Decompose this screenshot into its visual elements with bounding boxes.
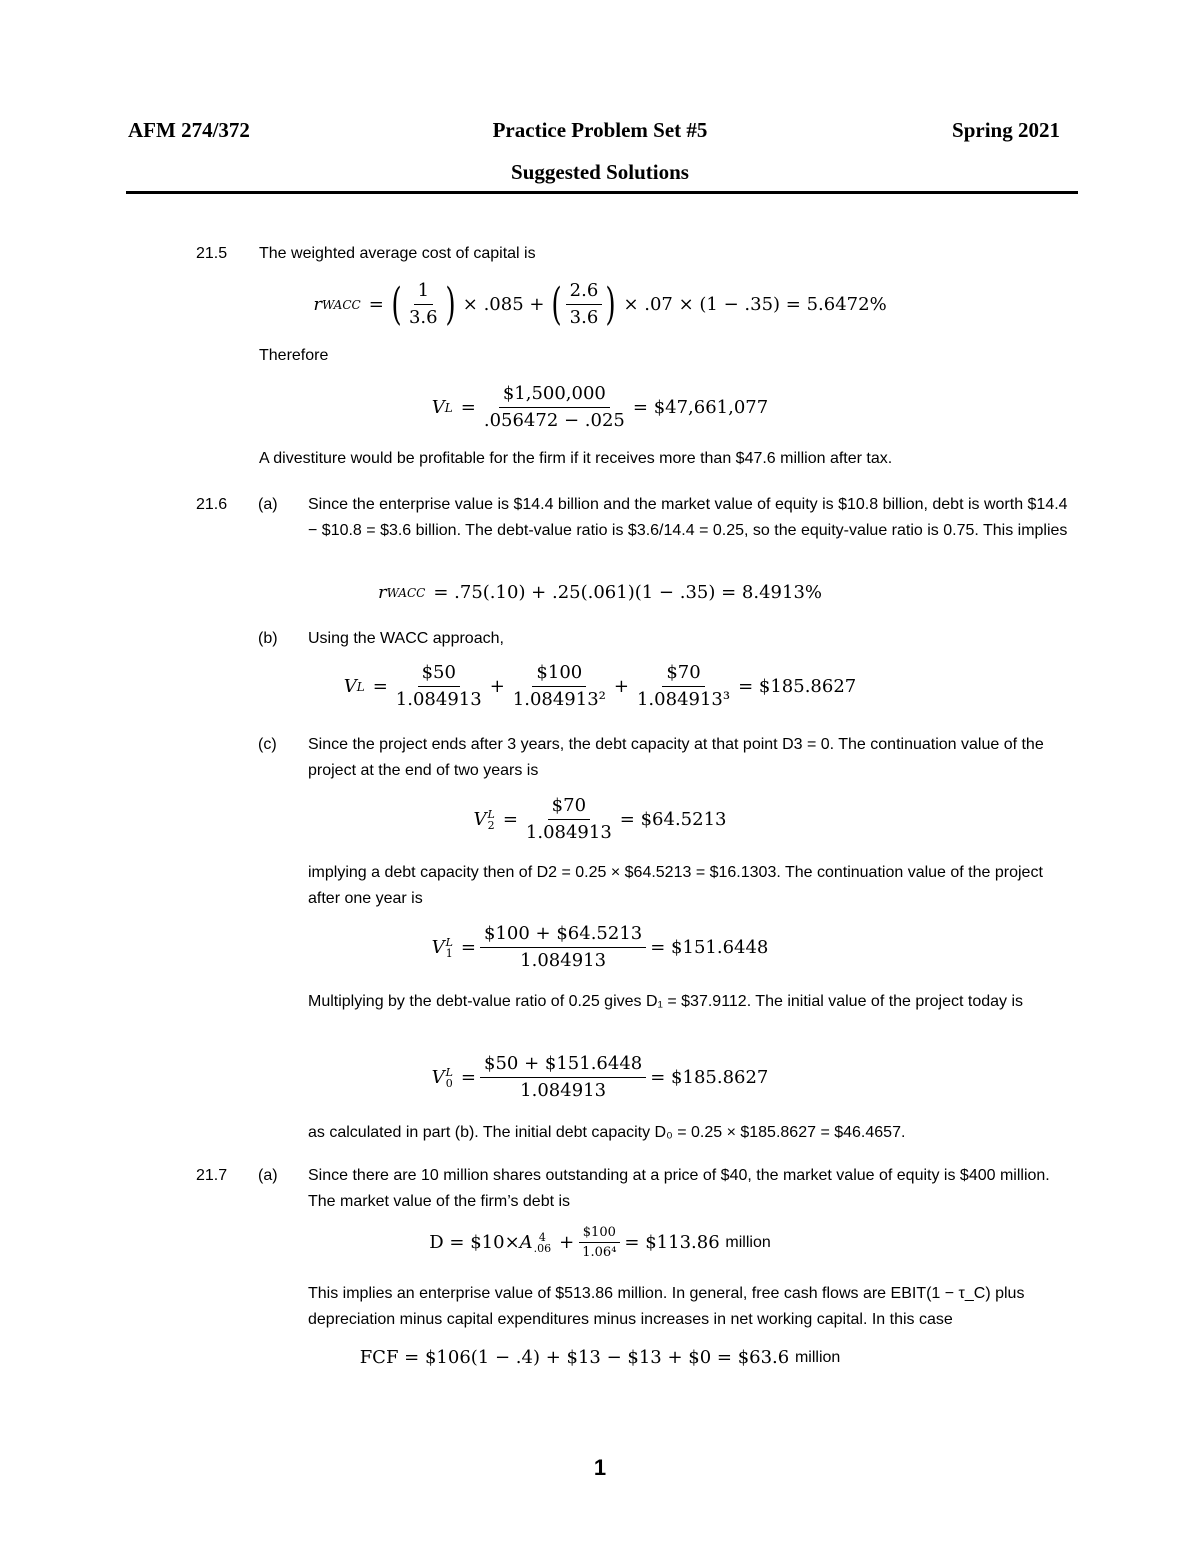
header-rule [126, 191, 1078, 194]
problem-21-6a-text: Since the enterprise value is $14.4 billion and the market value of equity is $10.8 billion, debt is worth $14.4 − $10.8 = $3.6 billion. The debt-value ratio is $3.6/14.4 = 0.25, so the equity-value ratio is 0.75. This implies [308, 496, 1068, 539]
part-b-label: (b) [258, 630, 278, 647]
part-a-label-21-7: (a) [258, 1167, 278, 1184]
equation-fcf-21-7a: FCF = $106(1 − .4) + $13 − $13 + $0 = $63.6 million [359, 1347, 841, 1368]
problem-21-5-intro: The weighted average cost of capital is [259, 245, 536, 262]
therefore-text: Therefore [259, 347, 329, 364]
document-title: Practice Problem Set #5 [492, 118, 708, 142]
equation-v2-21-6c: V L 2 = $\frac{\$70}{1.084913}$ = $64.5213 [473, 795, 727, 843]
equation-value-21-5: V L = $\frac{\$1,500,000}{.056472 - .025}$ = $47,661,077 [431, 383, 769, 431]
term: Spring 2021 [952, 118, 1060, 142]
problem-number-21-5: 21.5 [196, 245, 228, 262]
problem-21-6c-text-3: Multiplying by the debt-value ratio of 0.25 gives D₁ = $37.9112. The initial value of the project today is [308, 993, 1024, 1010]
equation-v1-21-6c: V L 1 = $\frac{\$100 + \$64.5213}{1.084913}$ = $151.6448 [431, 923, 769, 971]
course-code: AFM 274/372 [128, 118, 250, 142]
problem-number-21-6: 21.6 [196, 496, 228, 513]
problem-21-7a-text-2: This implies an enterprise value of $513.86 million. In general, free cash flows are EBIT(1 − τ_C) plus depreciation minus capital expenditures minus increases in net working capital. In this case [308, 1285, 1025, 1328]
part-a-label: (a) [258, 496, 278, 513]
equation-debt-21-7a: D = $10× A 4 .06 + $\frac{\$100}{\text{1.06⁴}}$ = $113.86 million [429, 1225, 771, 1260]
equation-wacc-21-5: r WACC = ( $\frac{1}{3.6}$ ) × .085 + ( $\frac{2.6}{3.6}$ ) × .07 × (1 − .35) = 5.6472% [313, 278, 887, 330]
problem-21-6c-text-4: as calculated in part (b). The initial debt capacity D₀ = 0.25 × $185.8627 = $46.4657. [308, 1124, 906, 1141]
equation-v0-21-6c: V L 0 = $\frac{\$50 + \$151.6448}{1.084913}$ = $185.8627 [431, 1053, 769, 1101]
page-number: 1 [593, 1455, 607, 1480]
problem-21-6c-text-1: Since the project ends after 3 years, the debt capacity at that point D3 = 0. The continuation value of the project at the end of two years is [308, 736, 1044, 779]
part-c-label: (c) [258, 736, 277, 753]
equation-value-21-6b: V L = $\frac{\$50}{1.084913}$ + $\frac{\$100}{\text{1.084913²}}$ + $\frac{\$70}{\text{1.084913³}}$ = $185.8627 [343, 662, 857, 710]
problem-number-21-7: 21.7 [196, 1167, 228, 1184]
equation-wacc-21-6a: r WACC = .75(.10) + .25(.061)(1 − .35) = 8.4913% [377, 582, 822, 603]
problem-21-7a-text-1: Since there are 10 million shares outstanding at a price of $40, the market value of equity is $400 million. The market value of the firm’s debt is [308, 1167, 1050, 1210]
document-subtitle: Suggested Solutions [511, 160, 689, 184]
problem-21-5-conclusion: A divestiture would be profitable for the firm if it receives more than $47.6 million after tax. [259, 450, 893, 467]
problem-21-6c-text-2: implying a debt capacity then of D2 = 0.25 × $64.5213 = $16.1303. The continuation value of the project after one year is [308, 864, 1043, 907]
problem-21-6b-text: Using the WACC approach, [308, 630, 504, 647]
